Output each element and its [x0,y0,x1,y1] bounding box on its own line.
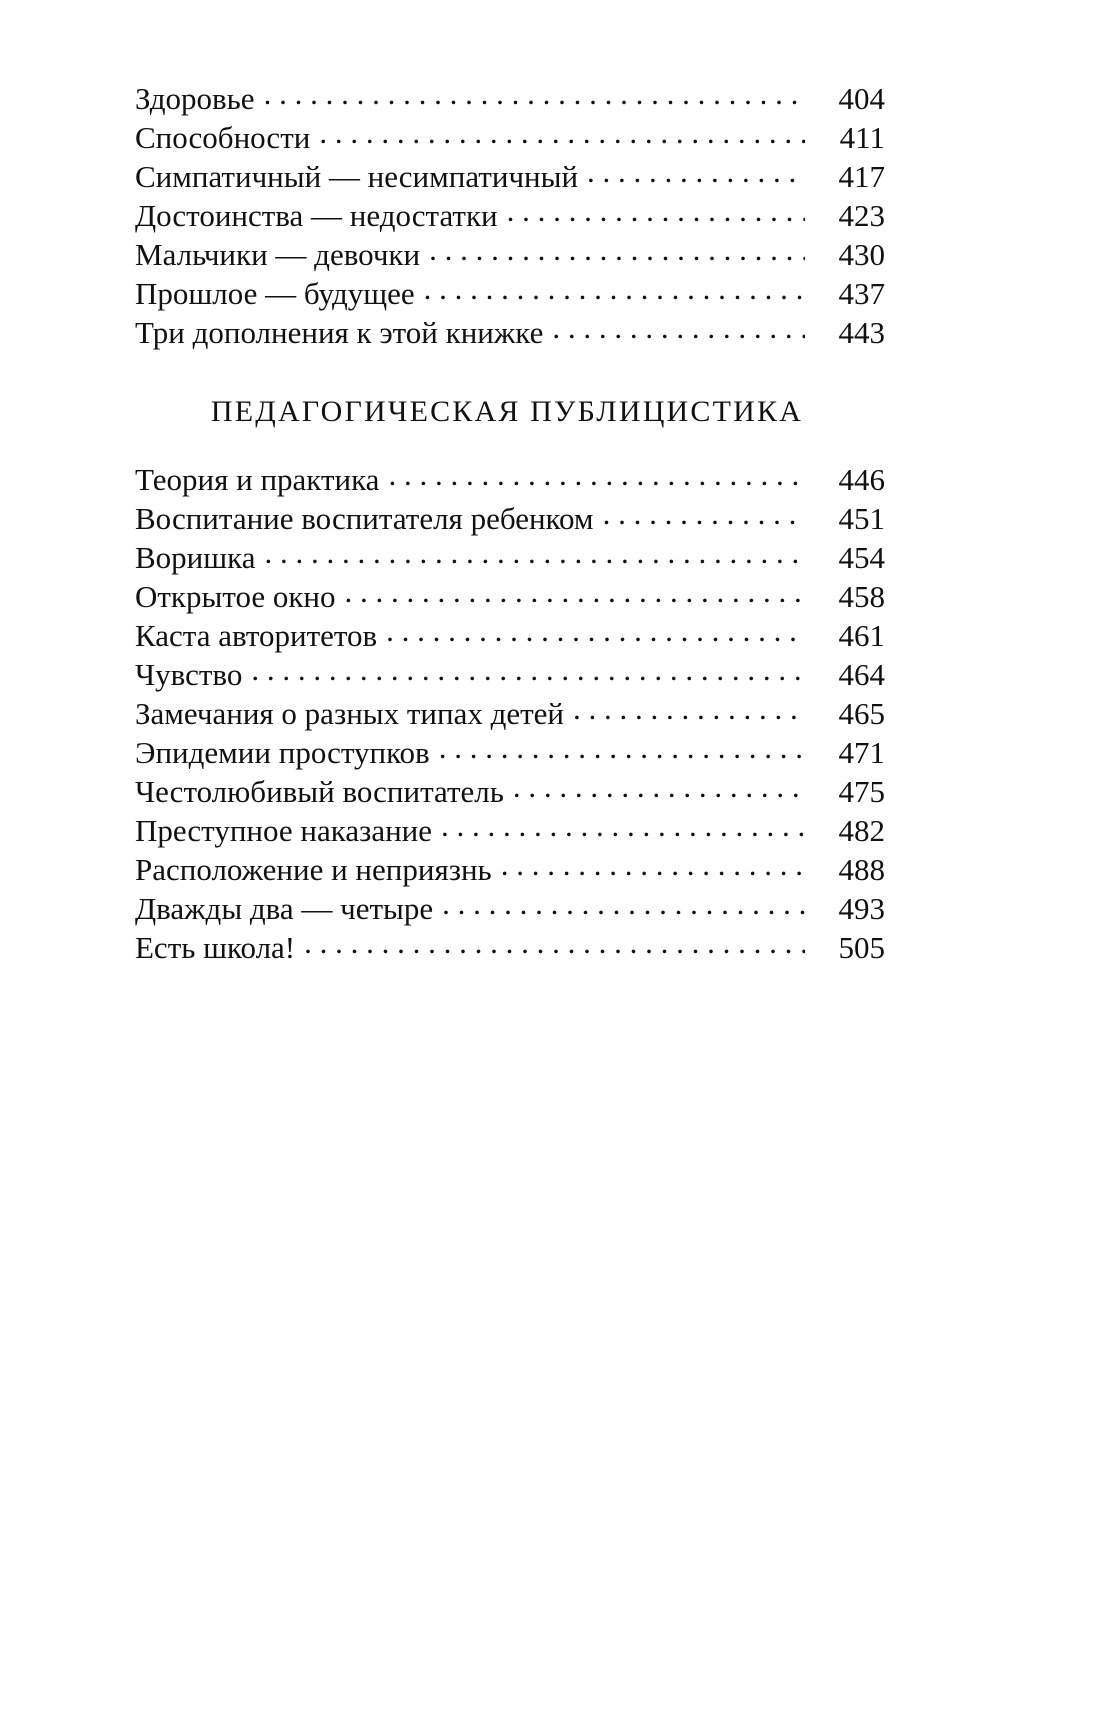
toc-entry-page: 464 [838,657,885,692]
toc-entry-title: Каста авторитетов [135,618,378,653]
toc-entry-title: Теория и практика [135,462,380,497]
toc-entry[interactable] [135,195,885,234]
toc-entry-page: 471 [838,735,885,770]
dot-leader [441,810,805,841]
dot-leader [386,615,805,646]
dot-leader [265,537,806,568]
toc-entry[interactable] [135,537,885,576]
toc-entry-title: Честолюбивый воспитатель [135,774,504,809]
toc-entry[interactable] [135,810,885,849]
toc-entry-title: Здоровье [135,81,255,116]
toc-entry[interactable] [135,615,885,654]
toc-entry-page: 475 [838,774,885,809]
dot-leader [319,117,805,148]
toc-entry-title: Достоинства — недостатки [135,198,498,233]
toc-entry-title: Воришка [135,540,256,575]
dot-leader [345,576,805,607]
toc-entry[interactable] [135,273,885,312]
toc-entry-page: 417 [838,159,885,194]
toc-entry-page: 404 [838,81,885,116]
toc-entry[interactable] [135,888,885,927]
toc-entry-title: Открытое окно [135,579,336,614]
toc-entry[interactable] [135,156,885,195]
toc-section-first [135,78,885,351]
toc-entry-page: 454 [838,540,885,575]
toc-entry-page: 465 [838,696,885,731]
toc-entry-title: Мальчики — девочки [135,237,421,272]
toc-entry-page: 493 [838,891,885,926]
dot-leader [424,273,805,304]
dot-leader [442,888,805,919]
dot-leader [439,732,805,763]
toc-entry[interactable] [135,927,885,966]
table-of-contents [135,78,885,966]
toc-entry-page: 437 [838,276,885,311]
toc-entry-title: Преступное наказание [135,813,433,848]
toc-entry[interactable] [135,849,885,888]
toc-entry-title: Эпидемии проступков [135,735,430,770]
dot-leader [513,771,805,802]
toc-entry[interactable] [135,459,885,498]
toc-entry-page: 430 [838,237,885,272]
toc-section-second [135,459,885,966]
toc-entry-page: 482 [838,813,885,848]
toc-entry[interactable] [135,771,885,810]
dot-leader [507,195,805,226]
toc-entry-title: Три дополнения к этой книжке [135,315,544,350]
toc-entry[interactable] [135,117,885,156]
toc-entry-title: Чувство [135,657,243,692]
toc-entry-title: Прошлое — будущее [135,276,415,311]
toc-entry-page: 461 [838,618,885,653]
dot-leader [573,693,805,724]
dot-leader [501,849,805,880]
toc-entry-title: Воспитание воспитателя ребенком [135,501,594,536]
toc-entry[interactable] [135,732,885,771]
dot-leader [603,498,805,529]
toc-entry[interactable] [135,693,885,732]
toc-entry-page: 446 [838,462,885,497]
toc-entry-page: 505 [838,930,885,965]
dot-leader [552,312,805,343]
dot-leader [429,234,805,265]
toc-entry[interactable] [135,312,885,351]
toc-entry-page: 443 [838,315,885,350]
dot-leader [587,156,805,187]
dot-leader [304,927,805,958]
toc-entry[interactable] [135,654,885,693]
toc-entry-title: Есть школа! [135,930,296,965]
dot-leader [264,78,805,109]
dot-leader [251,654,805,685]
toc-entry[interactable] [135,576,885,615]
toc-entry-title: Способности [135,120,311,155]
toc-entry[interactable] [135,234,885,273]
toc-entry-title: Симпатичный — несимпатичный [135,159,579,194]
toc-entry-title: Расположение и неприязнь [135,852,492,887]
toc-entry-page: 451 [838,501,885,536]
section-heading-pedagogical-publicism: ПЕДАГОГИЧЕСКАЯ ПУБЛИЦИСТИКА [210,395,804,428]
toc-entry[interactable] [135,498,885,537]
toc-entry-page: 458 [838,579,885,614]
toc-entry[interactable] [135,78,885,117]
dot-leader [388,459,805,490]
toc-entry-title: Дважды два — четыре [135,891,434,926]
toc-entry-title: Замечания о разных типах детей [135,696,565,731]
toc-entry-page: 411 [839,120,885,155]
toc-entry-page: 423 [838,198,885,233]
toc-entry-page: 488 [838,852,885,887]
